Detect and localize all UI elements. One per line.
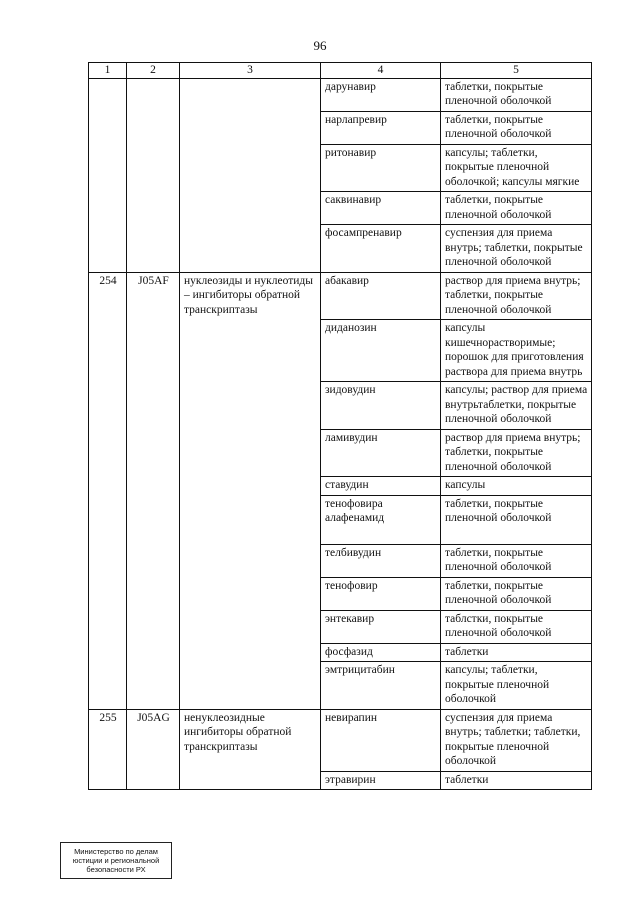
dosage-form-cell: капсулы кишечнорастворимые; порошок для приготовления раствора для приема внутрь — [441, 320, 592, 382]
drug-name-cell: этравирин — [321, 771, 441, 790]
table-row — [89, 78, 592, 111]
dosage-form-cell: таблстки, покрытые пленочной оболочкой — [441, 610, 592, 643]
dosage-form-cell: суспензия для приема внутрь; таблетки; таблетки, покрытые пленочной оболочкой — [441, 709, 592, 771]
registration-stamp — [60, 842, 172, 879]
drug-name-cell: невирапин — [321, 709, 441, 771]
atc-code-cell: J05AF — [127, 272, 180, 709]
col-header-5: 5 — [441, 63, 592, 79]
drug-name-cell: энтекавир — [321, 610, 441, 643]
drug-name-cell: ламивудин — [321, 429, 441, 477]
col-header-2: 2 — [127, 63, 180, 79]
stamp-line: Министерство по делам — [74, 847, 158, 856]
dosage-form-cell: капсулы; таблетки, покрытые пленочной оболочкой; капсулы мягкие — [441, 144, 592, 192]
drug-name-cell: телбивудин — [321, 544, 441, 577]
col-header-4: 4 — [321, 63, 441, 79]
dosage-form-cell: раствор для приема внутрь; таблетки, покрытые пленочной оболочкой — [441, 272, 592, 320]
group-cell: ненуклеозидные ингибиторы обратной транскриптазы — [180, 709, 321, 790]
drug-name-cell: фосампренавир — [321, 225, 441, 273]
dosage-form-cell: таблетки, покрытые пленочной оболочкой — [441, 78, 592, 111]
drug-name-cell: зидовудин — [321, 382, 441, 430]
medications-table — [88, 62, 592, 790]
page-number: 96 — [313, 38, 327, 53]
row-number-cell — [89, 78, 127, 272]
drug-name-cell: ритонавир — [321, 144, 441, 192]
drug-name-cell: диданозин — [321, 320, 441, 382]
table-row — [89, 709, 592, 771]
drug-name-cell: ставудин — [321, 477, 441, 496]
dosage-form-cell: суспензия для приема внутрь; таблетки, покрытые пленочной оболочкой — [441, 225, 592, 273]
drug-name-cell: саквинавир — [321, 192, 441, 225]
dosage-form-cell: капсулы; таблетки, покрытые пленочной оболочкой — [441, 662, 592, 710]
dosage-form-cell: капсулы; раствор для приема внутрьтаблетки, покрытые пленочной оболочкой — [441, 382, 592, 430]
drug-name-cell: эмтрицитабин — [321, 662, 441, 710]
dosage-form-cell: капсулы — [441, 477, 592, 496]
atc-code-cell — [127, 78, 180, 272]
drug-name-cell: фосфазид — [321, 643, 441, 662]
dosage-form-cell: раствор для приема внутрь; таблетки, покрытые пленочной оболочкой — [441, 429, 592, 477]
dosage-form-cell: таблетки — [441, 771, 592, 790]
row-number-cell: 255 — [89, 709, 127, 790]
drug-name-cell: абакавир — [321, 272, 441, 320]
dosage-form-cell: таблетки, покрытые пленочной оболочкой — [441, 192, 592, 225]
dosage-form-cell: таблетки, покрытые пленочной оболочкой — [441, 544, 592, 577]
atc-code-cell: J05AG — [127, 709, 180, 790]
dosage-form-cell: таблетки — [441, 643, 592, 662]
group-cell: нуклеозиды и нуклеотиды – ингибиторы обратной транскриптазы — [180, 272, 321, 709]
dosage-form-cell: таблетки, покрытые пленочной оболочкой — [441, 577, 592, 610]
stamp-line: безопасности РХ — [86, 865, 146, 874]
dosage-form-cell: таблетки, покрытые пленочной оболочкой — [441, 111, 592, 144]
stamp-line: юстиции и региональной — [72, 856, 160, 865]
drug-name-cell: нарлапревир — [321, 111, 441, 144]
drug-name-cell: тенофовира алафенамид — [321, 495, 441, 544]
drug-name-cell: дарунавир — [321, 78, 441, 111]
group-cell — [180, 78, 321, 272]
row-number-cell: 254 — [89, 272, 127, 709]
dosage-form-cell: таблетки, покрытые пленочной оболочкой — [441, 495, 592, 544]
col-header-3: 3 — [180, 63, 321, 79]
column-number-row — [89, 63, 592, 79]
table-row — [89, 272, 592, 320]
col-header-1: 1 — [89, 63, 127, 79]
drug-name-cell: тенофовир — [321, 577, 441, 610]
